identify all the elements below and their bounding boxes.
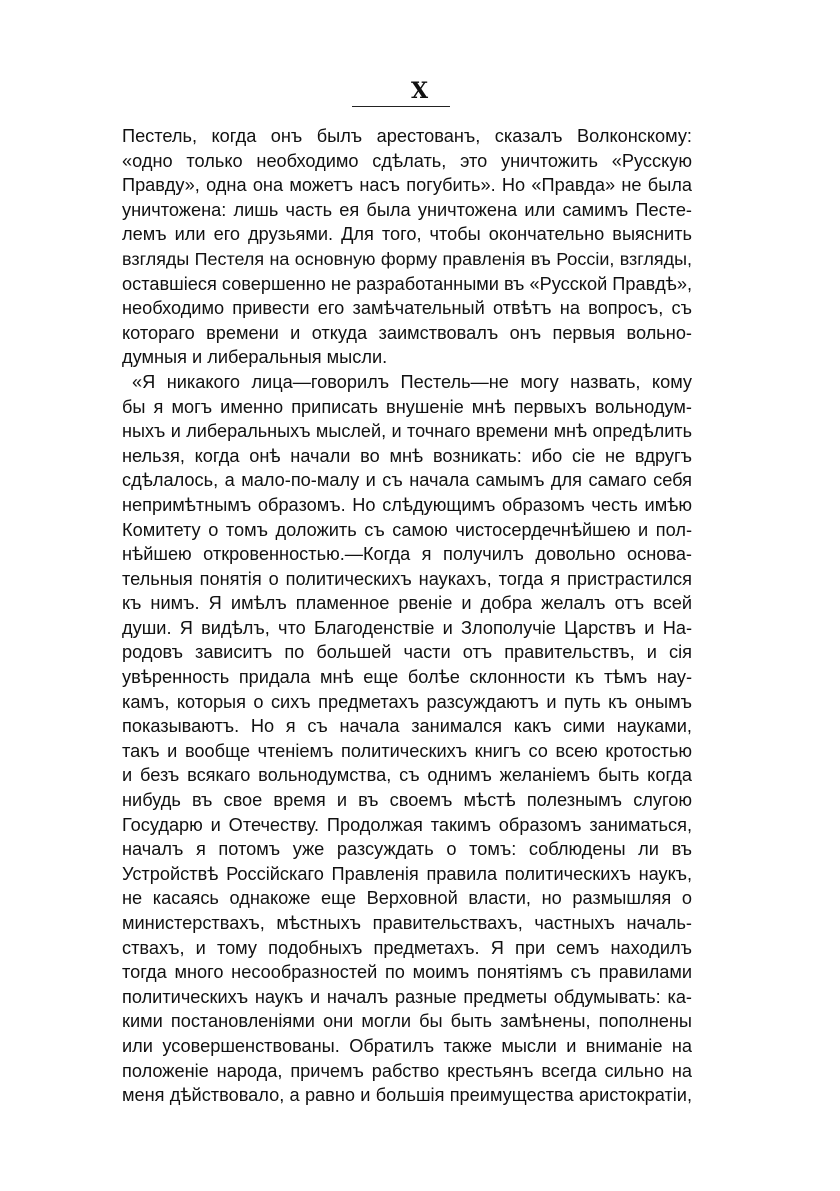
header-rule bbox=[352, 106, 450, 107]
text-line: политическихъ наукъ и началъ разные предметы обдумывать: ка- bbox=[122, 986, 692, 1007]
page-number: X bbox=[410, 78, 430, 104]
text-line: необходимо привести его замѣчательный отвѣтъ на вопросъ, съ bbox=[122, 298, 692, 319]
text-line: началъ я потомъ уже разсуждать о томъ: соблюдены ли въ bbox=[122, 839, 692, 860]
text-line: показываютъ. Но я съ начала занимался какъ сими науками, bbox=[122, 716, 692, 737]
text-line: оставшіеся совершенно не разработанными въ «Русской Правдѣ», bbox=[122, 273, 692, 294]
text-line: «Я никакого лица—говорилъ Пестель—не могу назвать, кому bbox=[132, 371, 692, 392]
text-line: тогда много несообразностей по моимъ понятіямъ съ правилами bbox=[122, 962, 692, 983]
text-line: нѣйшею откровенностью.—Когда я получилъ довольно основа- bbox=[122, 544, 692, 565]
text-line: нельзя, когда онѣ начали во мнѣ возникать: ибо сіе не вдругъ bbox=[122, 445, 692, 466]
text-line: и безъ всякаго вольнодумства, съ однимъ желаніемъ быть когда bbox=[122, 765, 692, 786]
paragraph bbox=[122, 124, 692, 370]
text-line: ствахъ, и тому подобныхъ предметахъ. Я при семъ находилъ bbox=[122, 937, 692, 958]
text-line: «одно только необходимо сдѣлать, это уничтожить «Русскую bbox=[122, 150, 692, 171]
text-line: бы я могъ именно приписать внушеніе мнѣ первыхъ вольнодум- bbox=[122, 396, 692, 417]
paragraph bbox=[122, 370, 692, 1108]
text-line: сдѣлалось, а мало-по-малу и съ начала самымъ для самаго себя bbox=[122, 470, 692, 491]
text-line: такъ и вообще чтеніемъ политическихъ книгъ со всею кротостью bbox=[122, 740, 692, 761]
text-line: котораго времени и откуда заимствовалъ онъ первыя вольно- bbox=[122, 322, 692, 343]
text-line: тельныя понятія о политическихъ наукахъ, тогда я пристрастился bbox=[122, 568, 692, 589]
body-text bbox=[122, 124, 692, 1108]
text-line: лемъ или его друзьями. Для того, чтобы окончательно выяснить bbox=[122, 224, 692, 245]
text-line: увѣренность придала мнѣ еще болѣе склонности къ тѣмъ нау- bbox=[122, 667, 692, 688]
text-line: Правду», одна она можетъ насъ погубить». Но «Правда» не была bbox=[122, 175, 692, 196]
text-line: Комитету о томъ доложить съ самою чистосердечнѣйшею и пол- bbox=[122, 519, 692, 540]
text-line: кими постановленіями они могли бы быть замѣнены, пополнены bbox=[122, 1011, 692, 1032]
text-line: камъ, которыя о сихъ предметахъ разсуждаютъ и путь къ онымъ bbox=[122, 691, 692, 712]
text-line: не касаясь однакоже еще Верховной власти, но размышляя о bbox=[122, 888, 692, 909]
text-line: Государю и Отечеству. Продолжая такимъ образомъ заниматься, bbox=[122, 814, 692, 835]
text-line: Пестель, когда онъ былъ арестованъ, сказалъ Волконскому: bbox=[122, 126, 692, 146]
text-line: думныя и либеральныя мысли. bbox=[122, 347, 388, 368]
text-line: или усовершенствованы. Обратилъ также мысли и вниманіе на bbox=[122, 1035, 692, 1056]
text-line: непримѣтнымъ образомъ. Но слѣдующимъ образомъ честь имѣю bbox=[122, 494, 692, 515]
text-line: взгляды Пестеля на основную форму правленія въ Россіи, взгляды, bbox=[122, 248, 692, 269]
text-line: души. Я видѣлъ, что Благоденствіе и Злополучіе Царствъ и На- bbox=[122, 617, 692, 638]
text-line: нибудь въ свое время и въ своемъ мѣстѣ полезнымъ слугою bbox=[122, 790, 692, 811]
text-line: ныхъ и либеральныхъ мыслей, и точнаго времени мнѣ опредѣлить bbox=[122, 421, 692, 442]
text-line: уничтожена: лишь часть ея была уничтожена или самимъ Песте- bbox=[122, 199, 692, 220]
text-line: къ нимъ. Я имѣлъ пламенное рвеніе и добра желалъ отъ всей bbox=[122, 593, 692, 614]
text-line: родовъ зависитъ по большей части отъ правительствъ, и сія bbox=[122, 642, 692, 663]
text-line: Устройствѣ Россійскаго Правленія правила политическихъ наукъ, bbox=[122, 863, 692, 884]
text-line: министерствахъ, мѣстныхъ правительствахъ, частныхъ началь- bbox=[122, 913, 692, 933]
text-line: положеніе народа, причемъ рабство крестьянъ всегда сильно на bbox=[122, 1060, 692, 1081]
text-line: меня дѣйствовало, а равно и большія преимущества аристократіи, bbox=[122, 1085, 692, 1106]
